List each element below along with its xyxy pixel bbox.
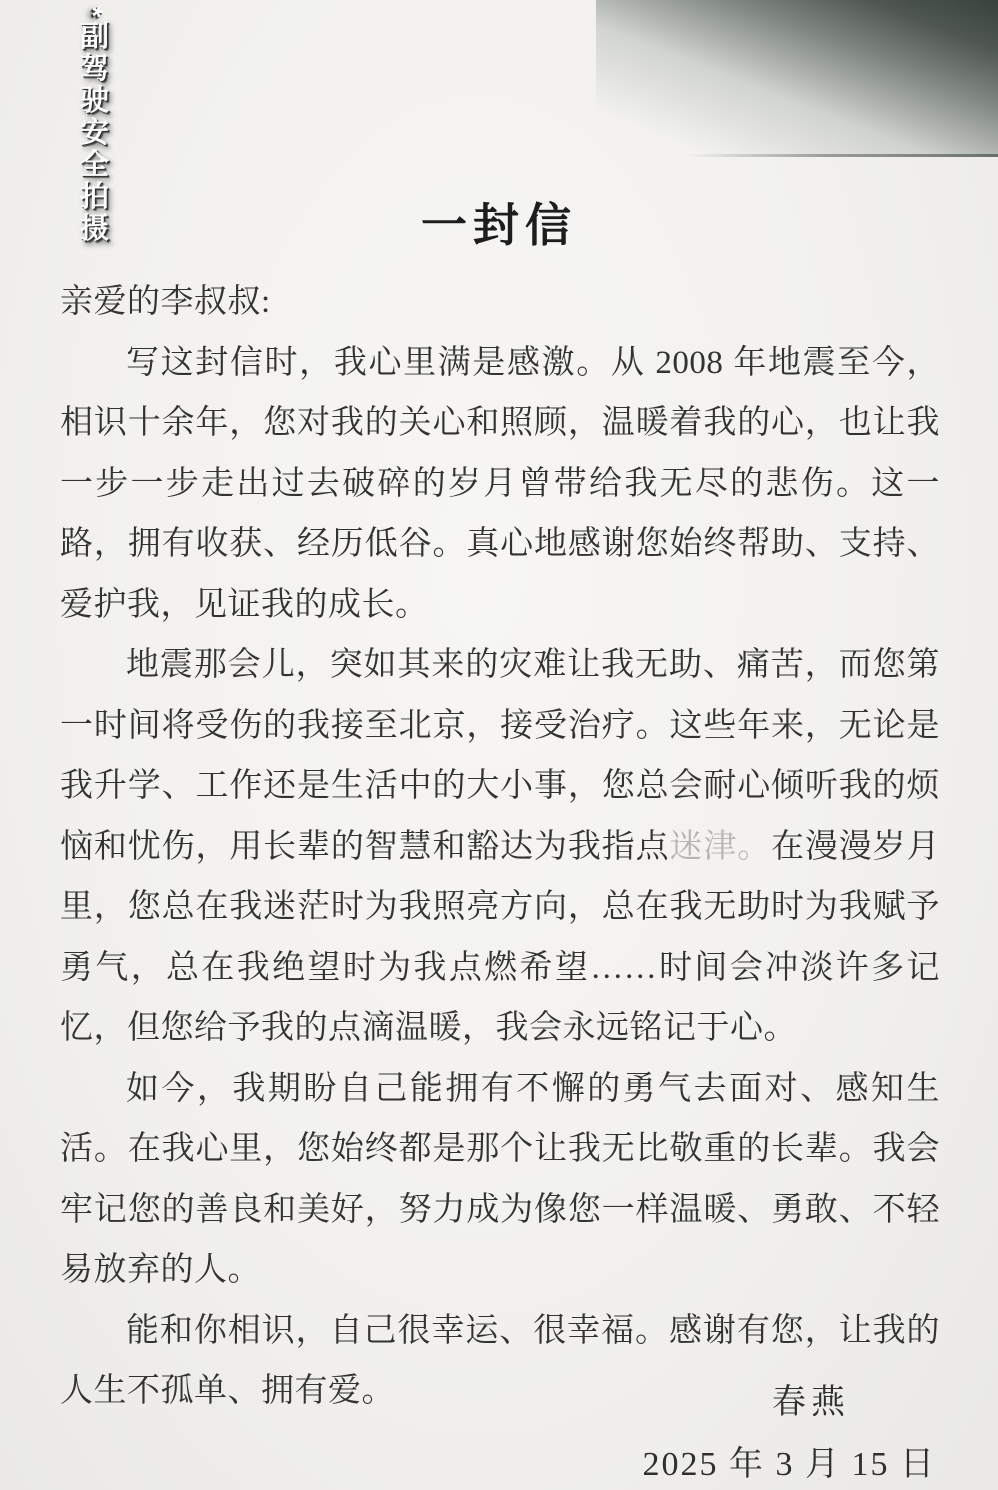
paragraph-3: 如今，我期盼自己能拥有不懈的勇气去面对、感知生活。在我心里，您始终都是那个让我无比敬重的长辈。我会牢记您的善良和美好，努力成为像您一样温暖、勇敢、不轻易放弃的人。 [60, 1070, 940, 1288]
paragraph-2 [60, 635, 940, 1059]
salutation: 亲爱的李叔叔: [60, 284, 271, 320]
paragraph-4: 能和你相识，自己很幸运、很幸福。感谢有您，让我的人生不孤单、拥有爱。 [60, 1312, 940, 1409]
letter-title: 一封信 [421, 200, 577, 251]
paragraph-2-text-after: 在漫漫岁月里，您总在我迷茫时为我照亮方向，总在我无助时为我赋予勇气，总在我绝望时为我点燃希望……时间会冲淡许多记忆，但您给予我的点滴温暖，我会永远铭记于心。 [60, 828, 941, 1046]
camera-watermark: *副驾驶安全拍摄 [76, 6, 108, 245]
letter-body [60, 272, 940, 1422]
photo-corner-shadow [596, 0, 998, 157]
signature-name: 春燕 [772, 1384, 850, 1421]
paragraph-2-faded-text: 迷津。 [669, 828, 772, 865]
signature-date: 2025 年 3 月 15 日 [642, 1446, 936, 1483]
paragraph-2-text-before: 地震那会儿，突如其来的灾难让我无助、痛苦，而您第一时间将受伤的我接至北京，接受治疗。这些年来，无论是我升学、工作还是生活中的大小事，您总会耐心倾听我的烦恼和忧伤，用长辈的智慧和豁达为我指点 [60, 647, 940, 865]
paragraph-1: 写这封信时，我心里满是感激。从 2008 年地震至今，相识十余年，您对我的关心和照顾，温暖着我的心，也让我一步一步走出过去破碎的岁月曾带给我无尽的悲伤。这一路，拥有收获、经历低谷。真心地感谢您始终帮助、支持、爱护我，见证我的成长。 [60, 344, 940, 623]
